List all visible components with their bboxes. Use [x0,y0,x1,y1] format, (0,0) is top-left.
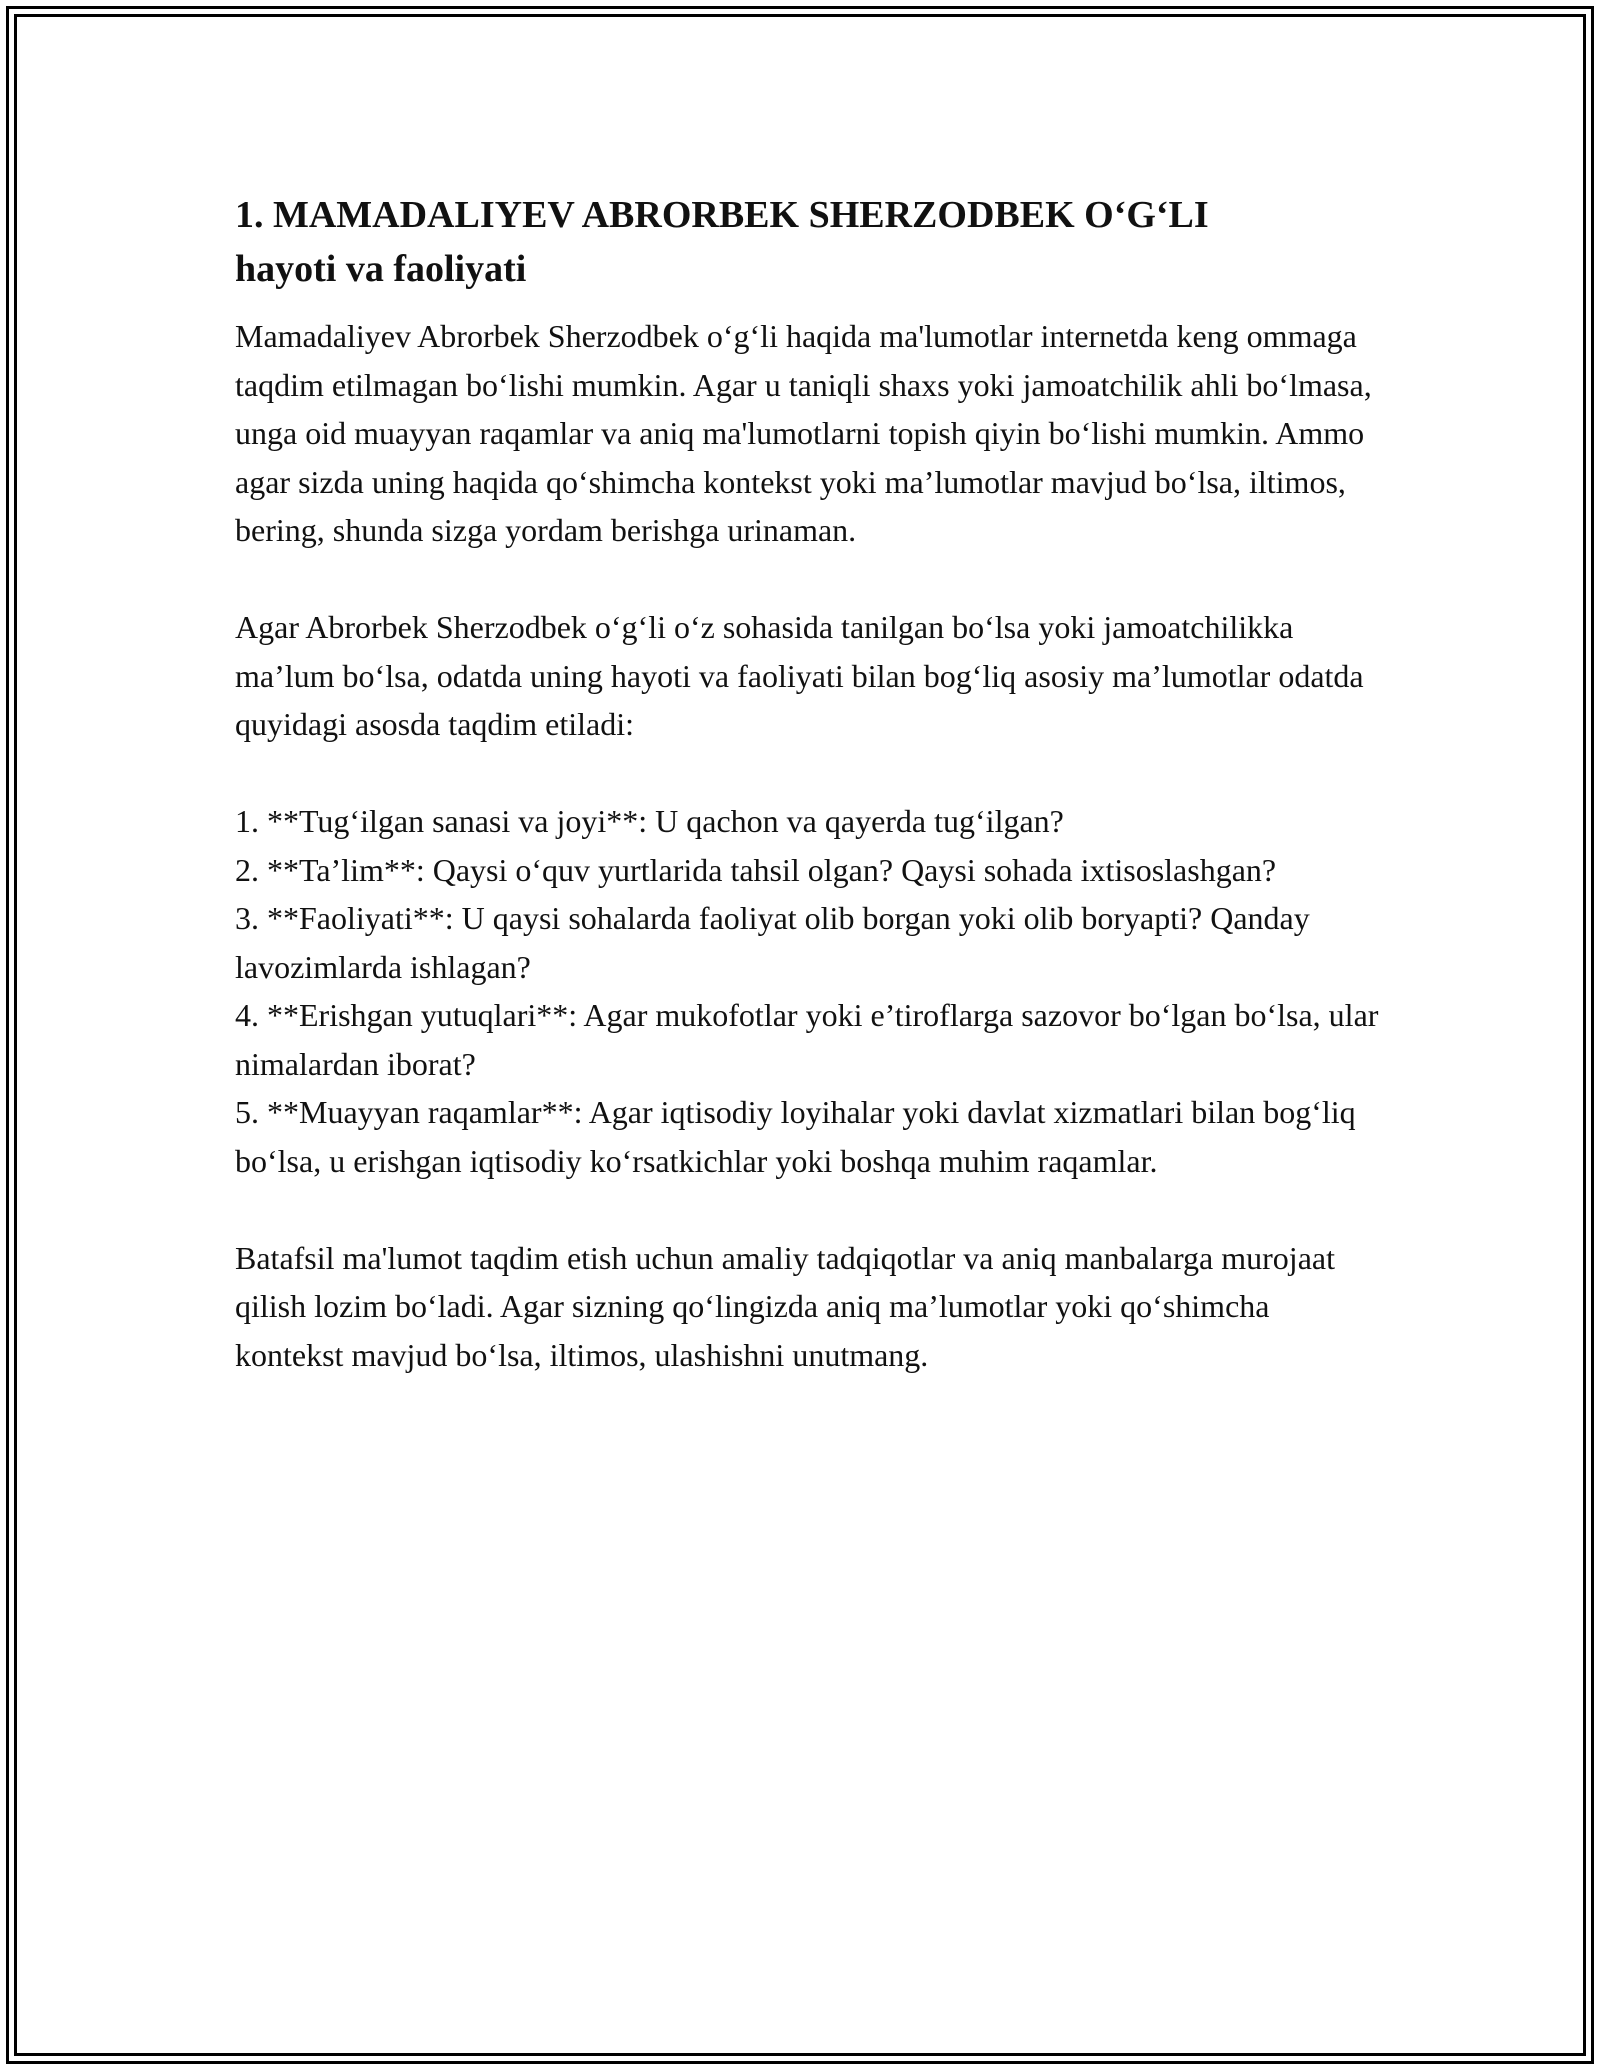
info-list [235,797,1385,1185]
list-item: 5. **Muayyan raqamlar**: Agar iqtisodiy loyihalar yoki davlat xizmatlari bilan bog‘liq bo‘lsa, u erishgan iqtisodiy ko‘rsatkichlar yoki boshqa muhim raqamlar. [235,1094,1356,1179]
paragraph-spacer [235,749,1385,798]
list-item: 4. **Erishgan yutuqlari**: Agar mukofotlar yoki e’tiroflarga sazovor bo‘lgan bo‘lsa, ular nimalardan iborat? [235,997,1379,1082]
paragraph-spacer [235,1185,1385,1234]
paragraph-intro: Mamadaliyev Abrorbek Sherzodbek o‘g‘li haqida ma'lumotlar internetda keng ommaga taqdim etilmagan bo‘lishi mumkin. Agar u taniqli shaxs yoki jamoatchilik ahli bo‘lmasa, unga oid muayyan raqamlar va aniq ma'lumotlarni topish qiyin bo‘lishi mumkin. Ammo agar sizda uning haqida qo‘shimcha kontekst yoki ma’lumotlar mavjud bo‘lsa, iltimos, bering, shunda sizga yordam berishga urinaman. [235,318,1372,548]
title-line-1: 1. MAMADALIYEV ABRORBEK SHERZODBEK O‘G‘LI [235,194,1209,236]
paragraph-context: Agar Abrorbek Sherzodbek o‘g‘li o‘z sohasida tanilgan bo‘lsa yoki jamoatchilikka ma’lum bo‘lsa, odatda uning hayoti va faoliyati bilan bog‘liq asosiy ma’lumotlar odatda quyidagi asosda taqdim etiladi: [235,609,1364,742]
list-item: 2. **Ta’lim**: Qaysi o‘quv yurtlarida tahsil olgan? Qaysi sohada ixtisoslashgan? [235,851,1277,888]
list-item: 1. **Tug‘ilgan sanasi va joyi**: U qachon va qayerda tug‘ilgan? [235,803,1064,839]
paragraph-conclusion: Batafsil ma'lumot taqdim etish uchun amaliy tadqiqotlar va aniq manbalarga murojaat qilish lozim bo‘ladi. Agar sizning qo‘lingizda aniq ma’lumotlar yoki qo‘shimcha kontekst mavjud bo‘lsa, iltimos, ulashishni unutmang. [235,1239,1335,1373]
document-body [235,188,1385,1379]
title-line-2: hayoti va faoliyati [235,248,527,290]
paragraph-spacer [235,555,1385,604]
document-title [235,188,1385,296]
list-item: 3. **Faoliyati**: U qaysi sohalarda faoliyat olib borgan yoki olib boryapti? Qanday lavozimlarda ishlagan? [235,900,1310,985]
